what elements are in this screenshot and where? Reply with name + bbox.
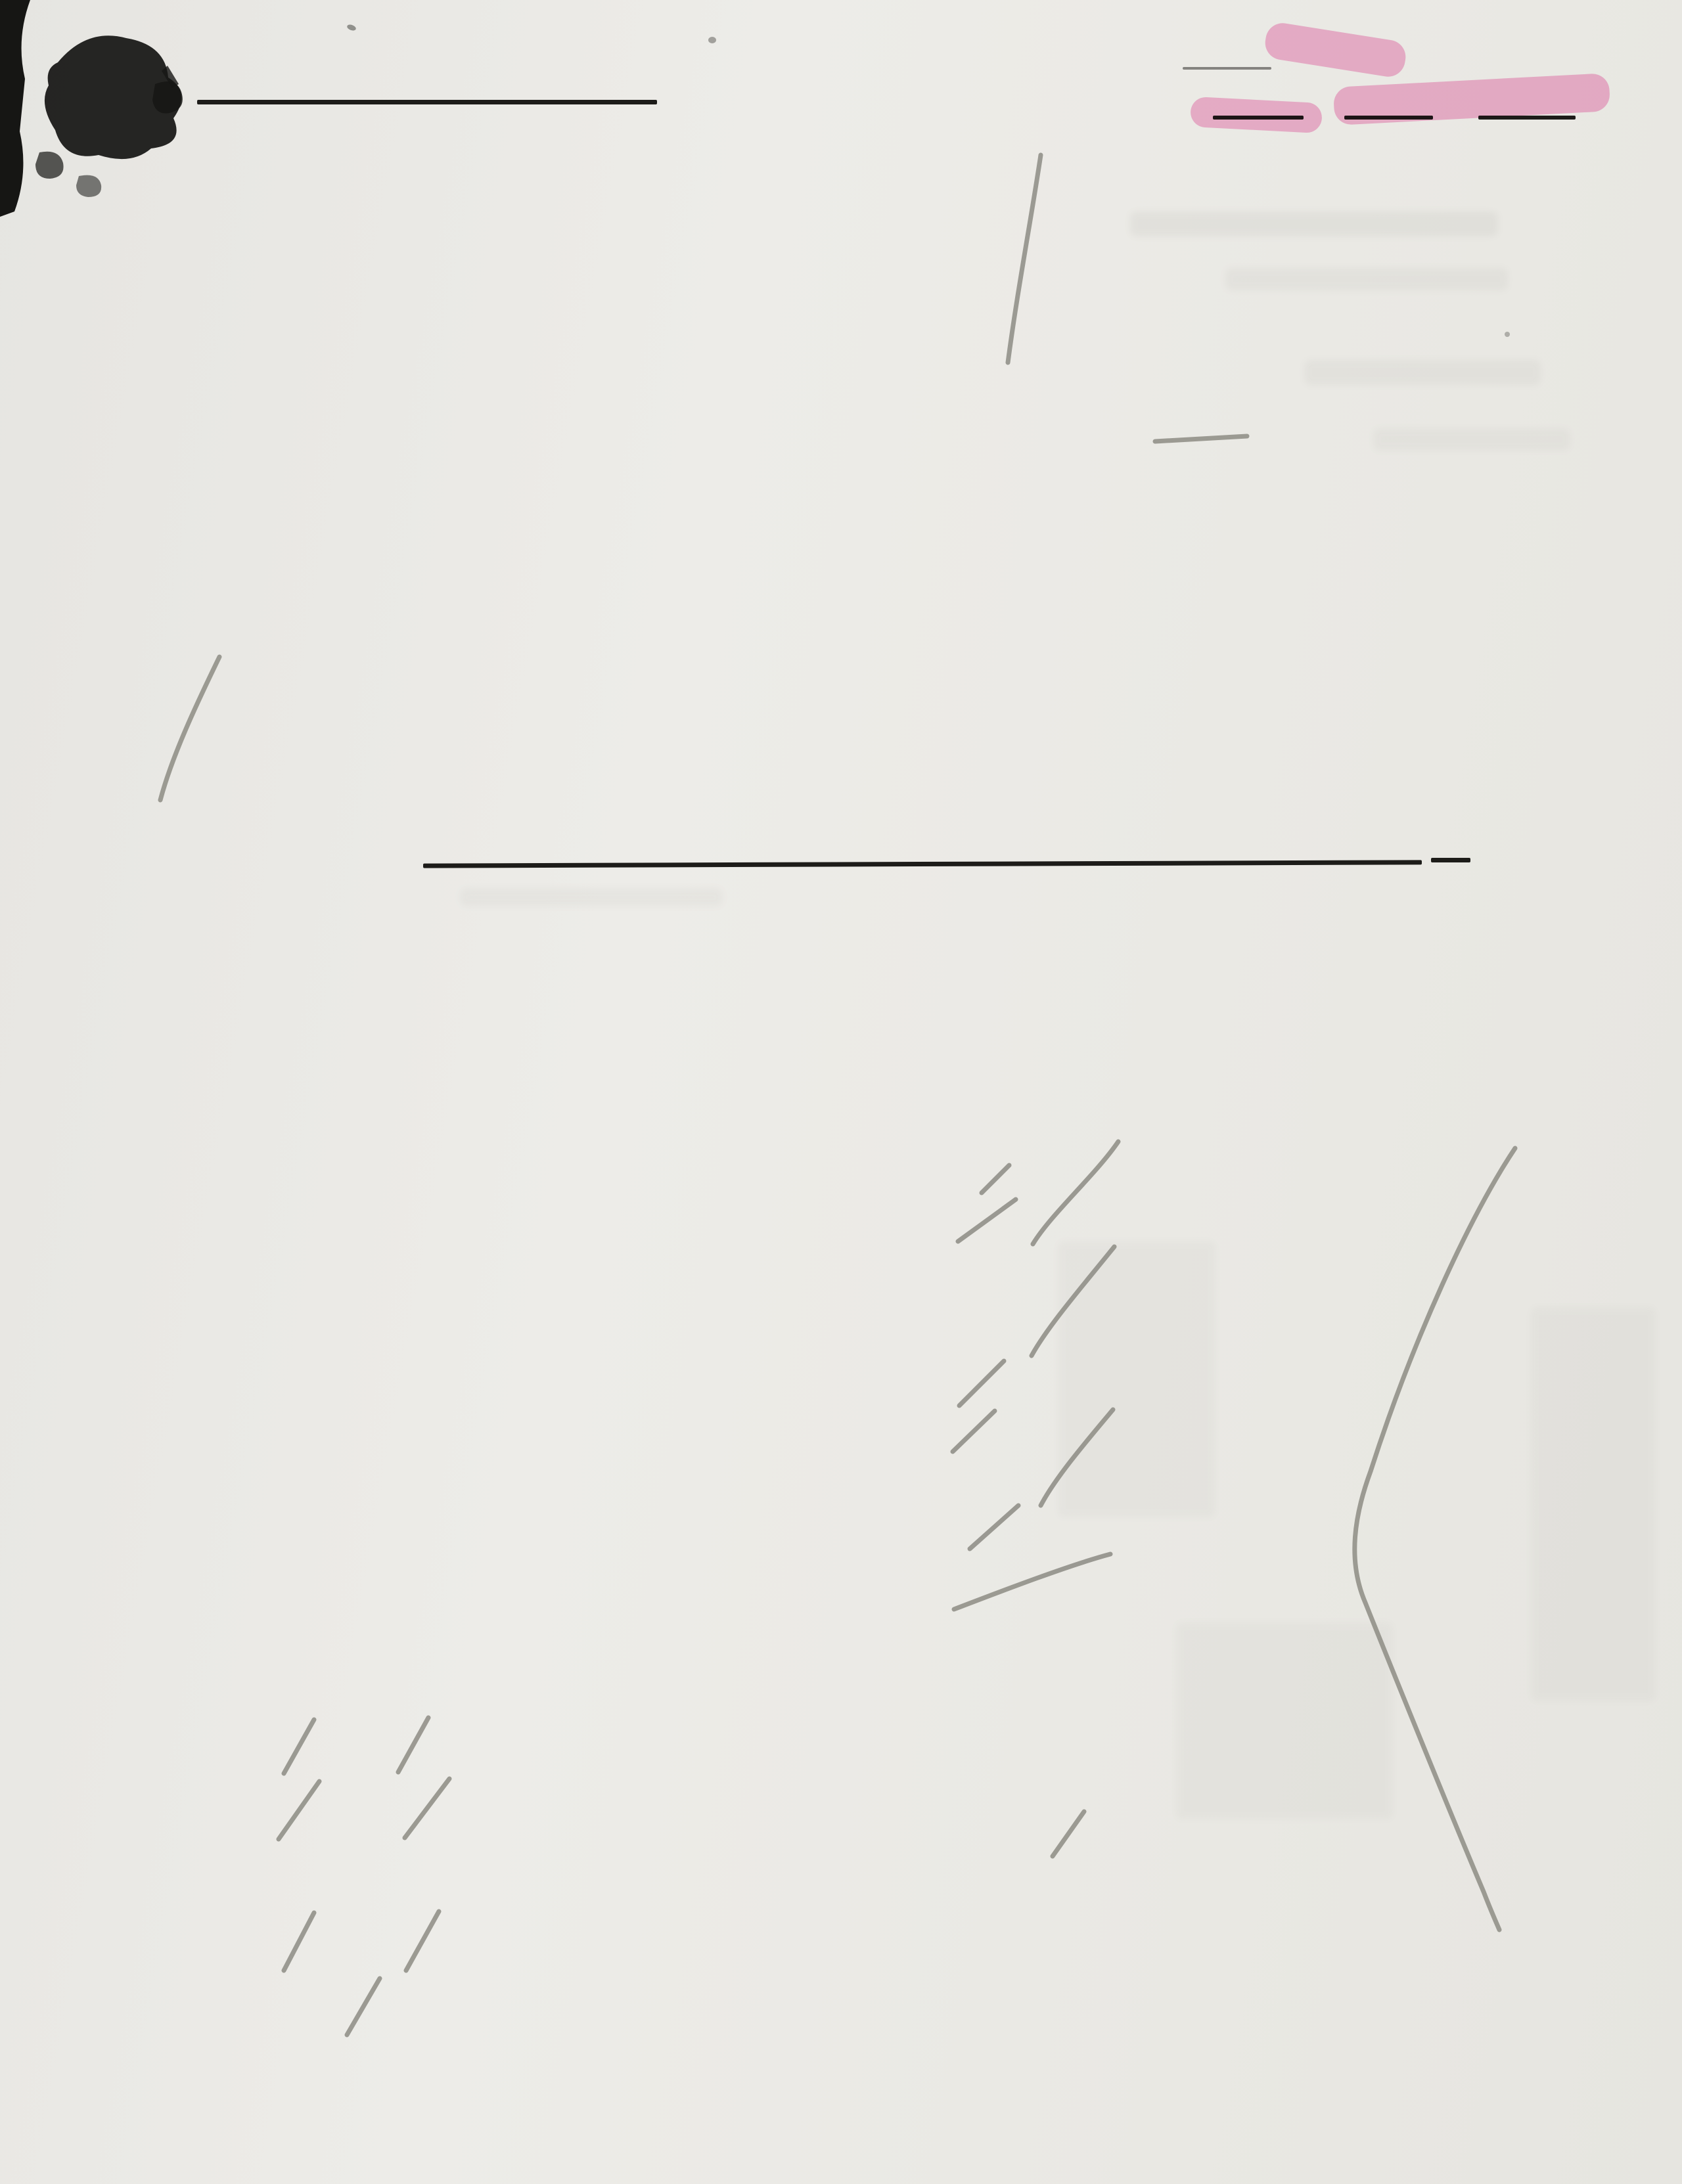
pencil-stroke [406, 1911, 439, 1971]
pencil-stroke [959, 1361, 1004, 1406]
scan-speck [708, 37, 716, 43]
pencil-stroke [982, 1165, 1009, 1193]
highlighter-stroke [1190, 97, 1323, 133]
pencil-stroke [160, 657, 219, 800]
pencil-stroke [1155, 436, 1247, 441]
bleed-through-artifact [1373, 428, 1570, 451]
pencil-stroke [398, 1718, 428, 1772]
pencil-stroke [347, 1978, 380, 2035]
pencil-stroke [958, 1199, 1016, 1241]
pencil-stroke [284, 1720, 314, 1773]
highlighter-stroke [1263, 21, 1408, 79]
bleed-through-artifact [1176, 1622, 1393, 1819]
scan-speck [346, 24, 357, 32]
pencil-stroke [284, 1913, 314, 1971]
name-field-line [197, 100, 657, 104]
pencil-stroke [954, 1554, 1110, 1609]
bleed-through-artifact [1304, 360, 1541, 385]
bleed-through-artifact [1130, 212, 1498, 236]
scan-speck [1505, 332, 1510, 337]
path-stamp-underline [1183, 67, 1271, 70]
pencil-stroke [1053, 1812, 1084, 1856]
pencil-stroke [953, 1411, 995, 1452]
bleed-through-artifact [1531, 1307, 1656, 1701]
section-separator-line [423, 860, 1422, 868]
pencil-stroke [1033, 1142, 1118, 1244]
bleed-through-artifact [1225, 268, 1508, 290]
section-separator-line-end [1431, 858, 1470, 862]
pencil-stroke [970, 1505, 1018, 1549]
bleed-through-artifact [460, 888, 723, 906]
pencil-stroke [405, 1779, 449, 1838]
bleed-through-artifact [1058, 1241, 1216, 1517]
pencil-stroke [1008, 155, 1041, 363]
ink-smudge [0, 0, 183, 217]
pencil-stroke [279, 1781, 319, 1839]
